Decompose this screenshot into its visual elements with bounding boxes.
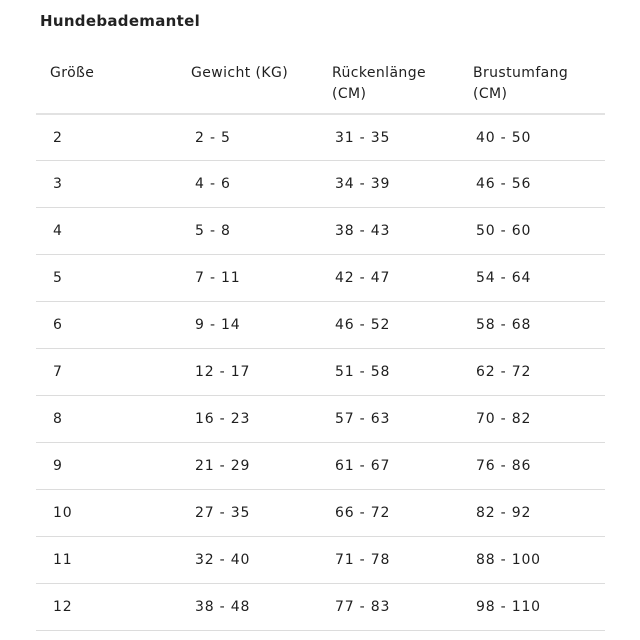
cell-weight: 32 - 40 — [195, 552, 251, 568]
header-weight: Gewicht (KG) — [191, 65, 289, 81]
cell-back-length: 42 - 47 — [335, 270, 391, 286]
cell-size: 4 — [53, 223, 63, 239]
cell-back-length: 51 - 58 — [335, 364, 391, 380]
cell-weight: 5 - 8 — [195, 223, 231, 239]
cell-size: 8 — [53, 411, 63, 427]
cell-chest-girth: 98 - 110 — [476, 599, 541, 615]
cell-size: 9 — [53, 458, 63, 474]
cell-back-length: 34 - 39 — [335, 176, 391, 192]
cell-size: 2 — [53, 129, 63, 146]
table-row — [36, 396, 605, 443]
cell-size: 6 — [53, 317, 63, 333]
header-size: Größe — [50, 65, 95, 81]
table-row — [36, 114, 605, 161]
header-back-length: Rückenlänge (CM) — [332, 65, 427, 102]
cell-weight: 21 - 29 — [195, 458, 251, 474]
table-row — [36, 443, 605, 490]
cell-back-length: 77 - 83 — [335, 599, 391, 615]
table-row — [36, 161, 605, 208]
cell-chest-girth: 54 - 64 — [476, 270, 532, 286]
table-row — [36, 349, 605, 396]
cell-back-length: 57 - 63 — [335, 411, 391, 427]
cell-chest-girth: 70 - 82 — [476, 411, 532, 427]
cell-back-length: 61 - 67 — [335, 458, 391, 474]
cell-chest-girth: 62 - 72 — [476, 364, 532, 380]
cell-chest-girth: 46 - 56 — [476, 176, 532, 192]
cell-size: 5 — [53, 270, 63, 286]
table-row — [36, 208, 605, 255]
size-table — [36, 60, 605, 631]
cell-chest-girth: 76 - 86 — [476, 458, 532, 474]
cell-size: 12 — [53, 599, 73, 615]
cell-weight: 27 - 35 — [195, 505, 251, 521]
cell-weight: 12 - 17 — [195, 364, 251, 380]
cell-size: 10 — [53, 505, 73, 521]
cell-weight: 4 - 6 — [195, 176, 231, 192]
cell-weight: 38 - 48 — [195, 599, 251, 615]
cell-weight: 2 - 5 — [195, 129, 231, 146]
cell-size: 3 — [53, 176, 63, 192]
cell-weight: 9 - 14 — [195, 317, 241, 333]
cell-back-length: 66 - 72 — [335, 505, 391, 521]
cell-chest-girth: 40 - 50 — [476, 129, 532, 146]
cell-chest-girth: 88 - 100 — [476, 552, 541, 568]
table-row — [36, 584, 605, 631]
table-row — [36, 255, 605, 302]
cell-back-length: 38 - 43 — [335, 223, 391, 239]
cell-back-length: 31 - 35 — [335, 129, 391, 146]
table-row — [36, 490, 605, 537]
cell-weight: 7 - 11 — [195, 270, 241, 286]
cell-size: 11 — [53, 552, 73, 568]
table-row — [36, 537, 605, 584]
cell-chest-girth: 50 - 60 — [476, 223, 532, 239]
page-title: Hundebademantel — [40, 12, 201, 30]
cell-chest-girth: 82 - 92 — [476, 505, 532, 521]
table-row — [36, 302, 605, 349]
cell-weight: 16 - 23 — [195, 411, 251, 427]
table-body — [36, 114, 605, 631]
cell-back-length: 46 - 52 — [335, 317, 391, 333]
cell-size: 7 — [53, 364, 63, 380]
cell-back-length: 71 - 78 — [335, 552, 391, 568]
header-chest-girth: Brustumfang (CM) — [473, 65, 569, 102]
cell-chest-girth: 58 - 68 — [476, 317, 532, 333]
table-header-row — [36, 60, 605, 114]
